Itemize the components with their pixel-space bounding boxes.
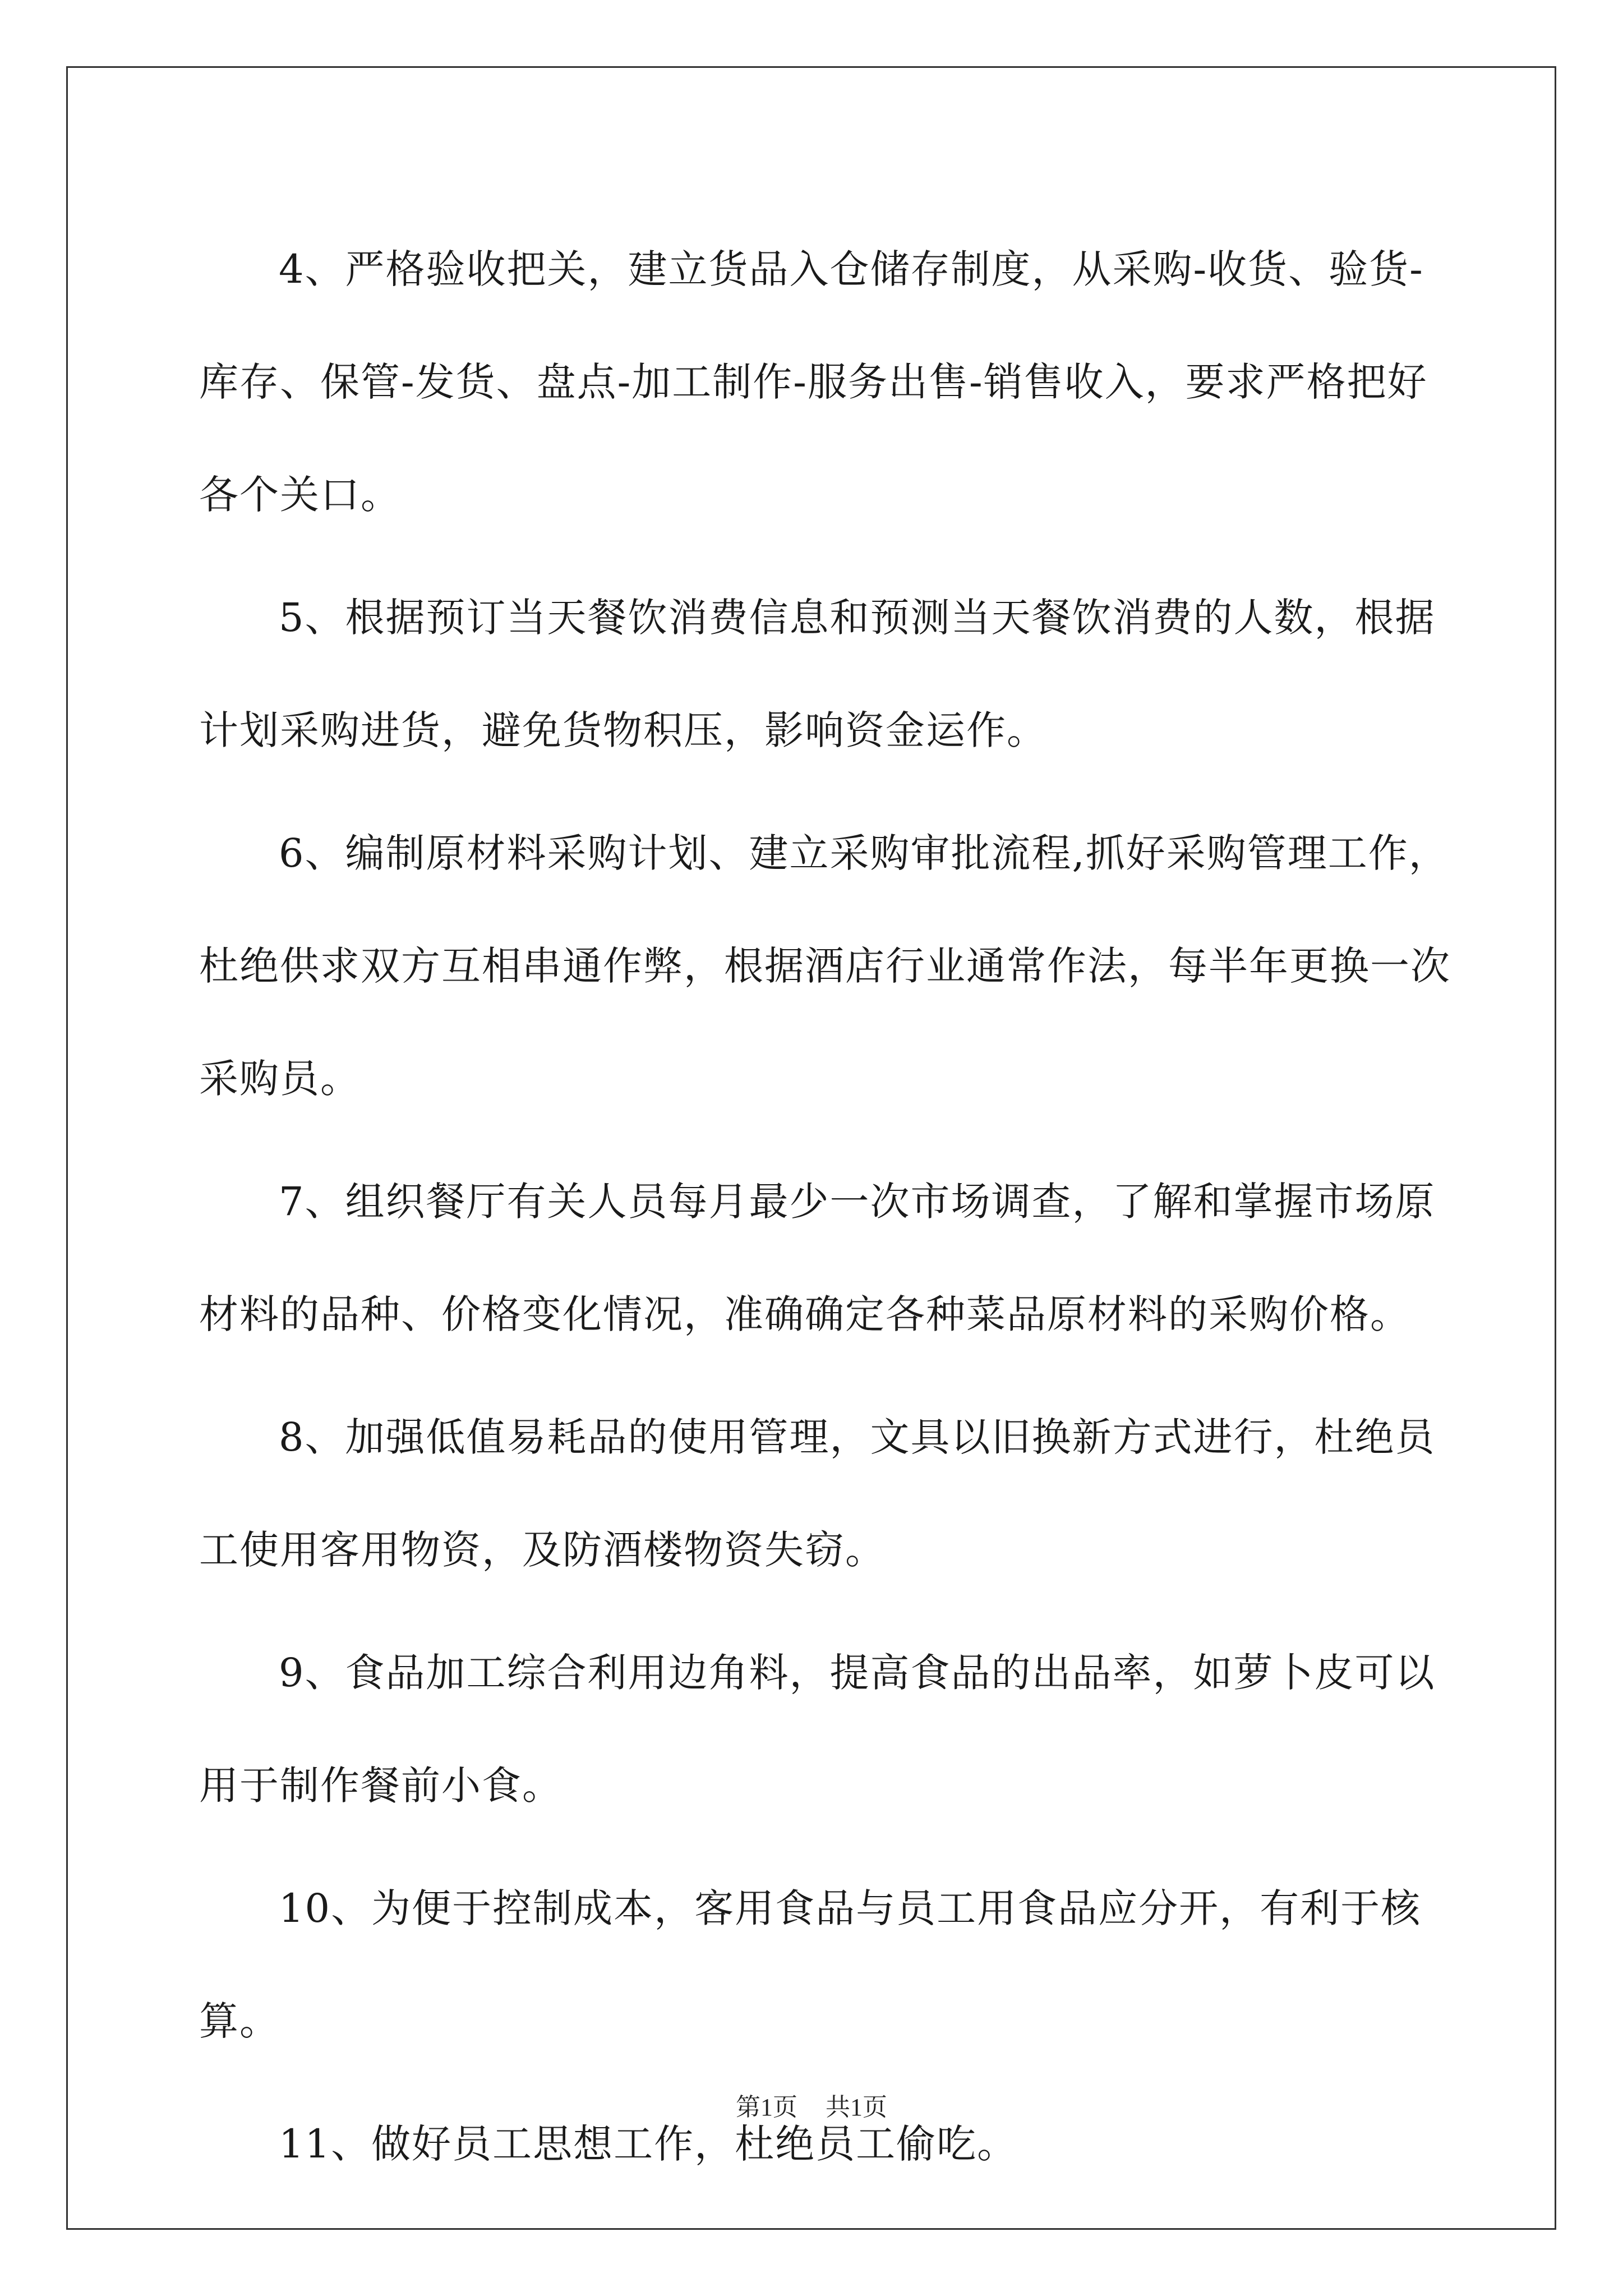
paragraph-item-8: 8、加强低值易耗品的使用管理，文具以旧换新方式进行，杜绝员工使用客用物资，及防酒楼物资失窃。 [199, 1414, 1436, 1573]
page-number-current: 第1页 [736, 2093, 797, 2121]
paragraph-item-7: 7、组织餐厅有关人员每月最少一次市场调查，了解和掌握市场原材料的品种、价格变化情况，准确确定各种菜品原材料的采购价格。 [199, 1179, 1436, 1337]
page-number-total: 共1页 [826, 2093, 887, 2121]
paragraph-item-4: 4、严格验收把关，建立货品入仓储存制度，从采购-收货、验货-库存、保管-发货、盘点-加工制作-服务出售-销售收入，要求严格把好各个关口。 [199, 246, 1428, 518]
paragraph-item-9: 9、食品加工综合利用边角料，提高食品的出品率，如萝卜皮可以用于制作餐前小食。 [199, 1650, 1436, 1809]
paragraph-item-10: 10、为便于控制成本，客用食品与员工用食品应分开，有利于核算。 [199, 1885, 1422, 2044]
paragraph-item-6: 6、编制原材料采购计划、建立采购审批流程,抓好采购管理工作，杜绝供求双方互相串通作弊，根据酒店行业通常作法，每半年更换一次采购员。 [199, 830, 1451, 1102]
paragraph-item-11: 11、做好员工思想工作，杜绝员工偷吃。 [279, 2121, 1018, 2167]
document-body [199, 213, 1455, 2211]
paragraph-item-5: 5、根据预订当天餐饮消费信息和预测当天餐饮消费的人数，根据计划采购进货，避免货物积压，影响资金运作。 [199, 595, 1436, 753]
page-footer [0, 2087, 1623, 2123]
